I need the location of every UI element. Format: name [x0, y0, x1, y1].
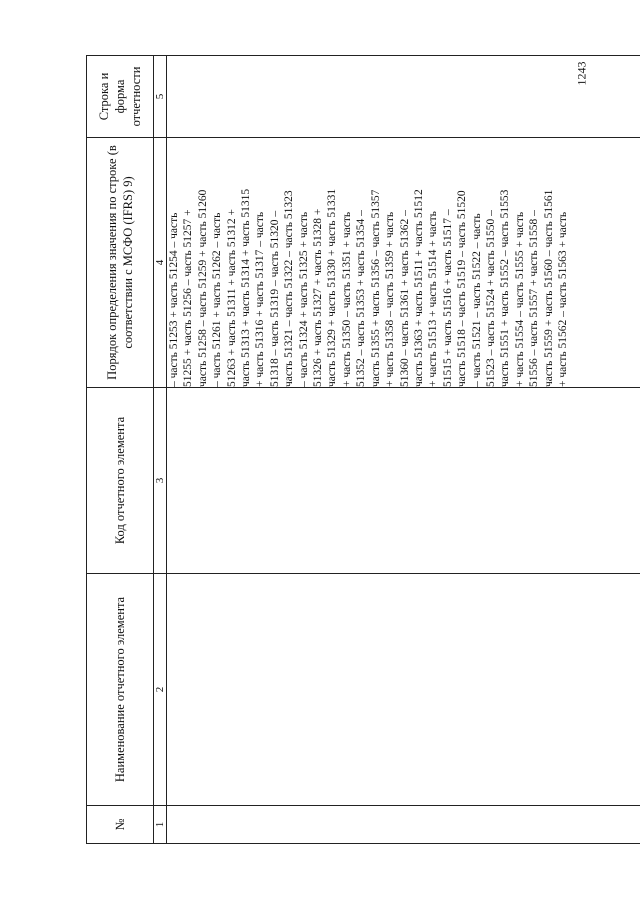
formula-line: часть 51518 – часть 51519 – часть 51520	[456, 190, 469, 387]
formula-line: 51360 – часть 51361 + часть 51362 –	[398, 210, 411, 387]
formula-line: + часть 51513 + часть 51514 + часть	[427, 211, 440, 387]
header-number: №	[87, 806, 154, 844]
formula-line: – часть 51521 – часть 51522 – часть	[470, 213, 483, 387]
rotated-table-wrapper	[86, 56, 640, 844]
column-number-row	[154, 56, 167, 844]
formula-line: – часть 51253 + часть 51254 – часть	[168, 212, 180, 387]
formula-line: часть 51559 + часть 51560 – часть 51561	[542, 189, 555, 387]
header-report-line: Строка и форма отчетности	[87, 56, 154, 138]
column-number: 1	[154, 806, 167, 844]
cell-report-line	[167, 56, 640, 138]
header-row	[87, 56, 154, 844]
formula-line: 51556 – часть 51557 + часть 51558 –	[528, 210, 541, 387]
formula-line: + часть 51562 – часть 51563 + часть	[556, 211, 569, 387]
column-number: 5	[154, 56, 167, 138]
formula-line: 51263 + часть 51311 + часть 51312 +	[225, 209, 238, 387]
formula-line: часть 51363 + часть 51511 + часть 51512	[412, 189, 425, 387]
formula-line: + часть 51358 – часть 51359 + часть	[384, 211, 397, 387]
page-number: 1243	[574, 61, 589, 86]
cell-calculation-formula	[167, 138, 640, 388]
formula-line: часть 51313 + часть 51314 + часть 51315	[240, 188, 253, 387]
column-number: 3	[154, 388, 167, 574]
formula-line: 51515 + часть 51516 + часть 51517 –	[441, 209, 454, 387]
cell-element-name	[167, 574, 640, 806]
body-row	[167, 56, 640, 844]
header-element-code: Код отчетного элемента	[87, 388, 154, 574]
formula-line: + часть 51316 + часть 51317 – часть	[254, 211, 267, 387]
formula-line: часть 51355 + часть 51356 – часть 51357	[369, 189, 382, 387]
formula-line: + часть 51350 – часть 51351 + часть	[340, 211, 353, 387]
cell-number	[167, 806, 640, 844]
formula-line: часть 51321 – часть 51322 – часть 51323	[283, 190, 296, 387]
formula-line: 51318 – часть 51319 – часть 51320 –	[268, 210, 281, 387]
formula-line: часть 51329 + часть 51330 + часть 51331	[326, 188, 339, 387]
header-element-name: Наименование отчетного элемента	[87, 574, 154, 806]
column-number: 4	[154, 138, 167, 388]
formula-line: часть 51258 – часть 51259 + часть 51260	[196, 189, 209, 387]
header-calculation-order: Порядок определения значения по строке (в соответствии с МСФО (IFRS) 9)	[87, 138, 154, 388]
formula-line: 51326 + часть 51327 + часть 51328 +	[312, 208, 325, 387]
formula-line: – часть 51261 + часть 51262 – часть	[211, 212, 224, 387]
column-number: 2	[154, 574, 167, 806]
cell-element-code	[167, 388, 640, 574]
formula-line: 51523 – часть 51524 + часть 51550 –	[484, 210, 497, 387]
formula-line: + часть 51554 – часть 51555 + часть	[513, 211, 526, 387]
report-table	[86, 55, 640, 844]
formula-line: часть 51551 + часть 51552 – часть 51553	[499, 189, 512, 387]
formula-line: 51352 – часть 51353 + часть 51354 –	[355, 210, 368, 387]
formula-line: 51255 + часть 51256 – часть 51257 +	[182, 209, 195, 387]
formula-line: – часть 51324 + часть 51325 + часть	[297, 211, 310, 387]
